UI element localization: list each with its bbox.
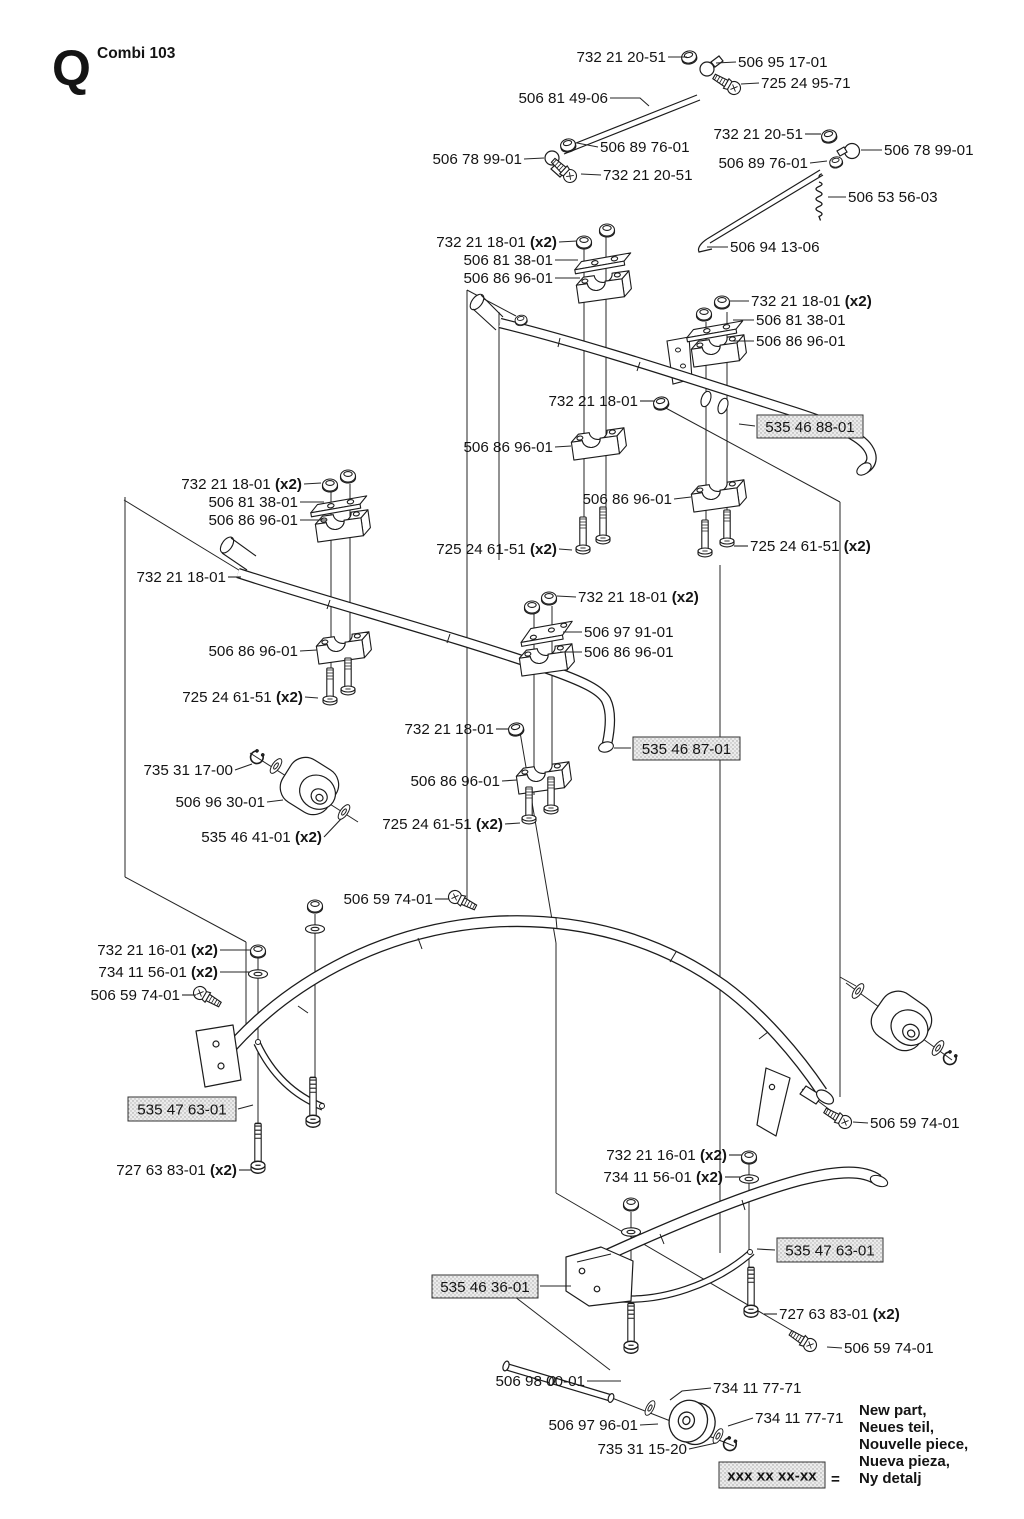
leader-line <box>324 819 341 837</box>
lower-bracket <box>566 1247 633 1306</box>
roller-right <box>850 982 959 1067</box>
part-number-label: 506 59 74-01 <box>870 1115 960 1132</box>
legend-line: New part, <box>859 1402 927 1419</box>
part-number-label: 734 11 56-01 (x2) <box>98 964 218 981</box>
part-number-label: 732 21 16-01 (x2) <box>606 1147 727 1164</box>
part-number-label: 506 89 76-01 <box>600 139 690 156</box>
part-number-label: 535 46 41-01 (x2) <box>201 829 322 846</box>
leader-line <box>267 800 283 802</box>
legend <box>859 1402 968 1487</box>
leader-line <box>827 1347 842 1348</box>
part-number-label: 732 21 16-01 (x2) <box>97 942 218 959</box>
part-number-label: 506 81 38-01 <box>756 312 846 329</box>
part-number-label: 506 86 96-01 <box>410 773 500 790</box>
handlebar-end-bracket-left <box>196 1025 241 1087</box>
part-number-label: 732 21 20-51 <box>576 49 666 66</box>
leader-line <box>810 161 827 163</box>
page-header <box>52 40 176 96</box>
part-number-label: 727 63 83-01 (x2) <box>779 1306 900 1323</box>
leader-line <box>559 549 572 550</box>
part-number-label: 506 78 99-01 <box>432 151 522 168</box>
part-number-label: 732 21 18-01 (x2) <box>578 589 699 606</box>
part-number-label: 732 21 18-01 <box>404 721 494 738</box>
part-number-label: 506 95 17-01 <box>738 54 828 71</box>
part-number-label: 734 11 77-71 <box>755 1410 844 1427</box>
leader-line <box>577 143 598 147</box>
leader-line <box>505 823 520 824</box>
clamp-stack-left <box>310 470 373 705</box>
leader-line <box>555 446 571 447</box>
leader-line <box>741 83 759 84</box>
part-number-label: 506 86 96-01 <box>463 439 553 456</box>
leader-line <box>559 241 577 242</box>
section-letter: Q <box>52 40 91 96</box>
part-number-label: 725 24 61-51 (x2) <box>182 689 303 706</box>
leader-line <box>581 174 601 175</box>
leader-line <box>305 697 318 698</box>
part-number-label: 727 63 83-01 (x2) <box>116 1162 237 1179</box>
part-number-label: 506 94 13-06 <box>730 239 820 256</box>
part-number-label: 506 86 96-01 <box>208 643 298 660</box>
part-number-label: 735 31 15-20 <box>597 1441 687 1458</box>
highlighted-part-number: 535 47 63-01 <box>137 1101 227 1119</box>
part-number-label: 732 21 18-01 (x2) <box>751 293 872 310</box>
highlighted-part-number: 535 46 88-01 <box>765 419 855 436</box>
legend-line: Nouvelle piece, <box>859 1436 969 1453</box>
highlighted-part-number: xxx xx xx-xx <box>727 1467 817 1485</box>
leader-line <box>502 780 517 781</box>
part-number-label: 734 11 56-01 (x2) <box>603 1169 723 1186</box>
leader-line <box>670 1388 711 1400</box>
roller-left <box>248 748 352 822</box>
part-number-label: 725 24 61-51 (x2) <box>436 541 557 558</box>
leader-line <box>524 158 544 159</box>
legend-line: Nueva pieza, <box>859 1453 950 1470</box>
clamp-stack-right <box>686 296 748 557</box>
part-number-label: 506 59 74-01 <box>844 1340 934 1357</box>
part-number-label: 725 24 61-51 (x2) <box>382 816 503 833</box>
leader-line <box>235 764 252 770</box>
part-number-label: 506 81 38-01 <box>463 252 553 269</box>
part-number-label: 725 24 61-51 (x2) <box>750 538 871 555</box>
part-number-label: 506 86 96-01 <box>463 270 553 287</box>
part-number-label: 506 78 99-01 <box>884 142 974 159</box>
handlebar-lower-left-tube <box>218 918 822 1092</box>
leader-line <box>610 98 649 106</box>
part-number-label: 506 86 96-01 <box>582 491 672 508</box>
legend-line: Neues teil, <box>859 1419 935 1436</box>
part-number-label: 732 21 20-51 <box>713 126 803 143</box>
leader-line <box>739 424 755 426</box>
part-number-label: 734 11 77-71 <box>713 1380 802 1397</box>
part-number-label: 732 21 18-01 <box>136 569 226 586</box>
part-number-label: 506 81 38-01 <box>208 494 298 511</box>
part-number-label: 732 21 18-01 <box>548 393 638 410</box>
part-number-label: 506 86 96-01 <box>584 644 674 661</box>
handlebar-end-fitting-right <box>757 1068 836 1136</box>
part-number-label: 506 59 74-01 <box>90 987 180 1004</box>
leader-line <box>757 1249 775 1250</box>
part-number-label: = <box>831 1471 840 1488</box>
part-number-label: 506 59 74-01 <box>343 891 433 908</box>
part-number-label: 506 86 96-01 <box>208 512 298 529</box>
leader-line <box>238 1105 253 1109</box>
part-number-label: 506 53 56-03 <box>848 189 938 206</box>
leader-line <box>304 483 321 484</box>
leader-line <box>557 596 576 597</box>
part-number-label: 725 24 95-71 <box>761 75 851 92</box>
part-number-label: 506 98 00-01 <box>495 1373 585 1390</box>
leader-line <box>853 1122 868 1123</box>
part-number-label: 506 96 30-01 <box>175 794 265 811</box>
highlighted-part-number: 535 46 36-01 <box>440 1279 530 1296</box>
leader-line <box>728 1418 753 1426</box>
leader-line <box>674 497 691 499</box>
clamp-stack-center <box>515 592 575 824</box>
highlighted-part-number: 535 47 63-01 <box>785 1242 875 1260</box>
part-number-label: 732 21 18-01 (x2) <box>436 234 557 251</box>
tension-spring <box>816 174 822 221</box>
part-number-label: 506 97 96-01 <box>548 1417 638 1434</box>
leader-line <box>640 1424 658 1425</box>
part-number-label: 506 86 96-01 <box>756 333 846 350</box>
part-number-label: 732 21 18-01 (x2) <box>181 476 302 493</box>
legend-line: Ny detalj <box>859 1470 922 1487</box>
page-title: Combi 103 <box>97 45 176 62</box>
part-number-label: 506 81 49-06 <box>518 90 608 107</box>
part-number-label: 506 97 91-01 <box>584 624 674 641</box>
part-number-label: 735 31 17-00 <box>143 762 233 779</box>
highlighted-part-number: 535 46 87-01 <box>641 741 732 758</box>
part-number-label: 506 89 76-01 <box>718 155 808 172</box>
leader-line <box>300 650 317 651</box>
tie-rod-left <box>545 56 723 177</box>
part-number-label: 732 21 20-51 <box>603 167 693 184</box>
